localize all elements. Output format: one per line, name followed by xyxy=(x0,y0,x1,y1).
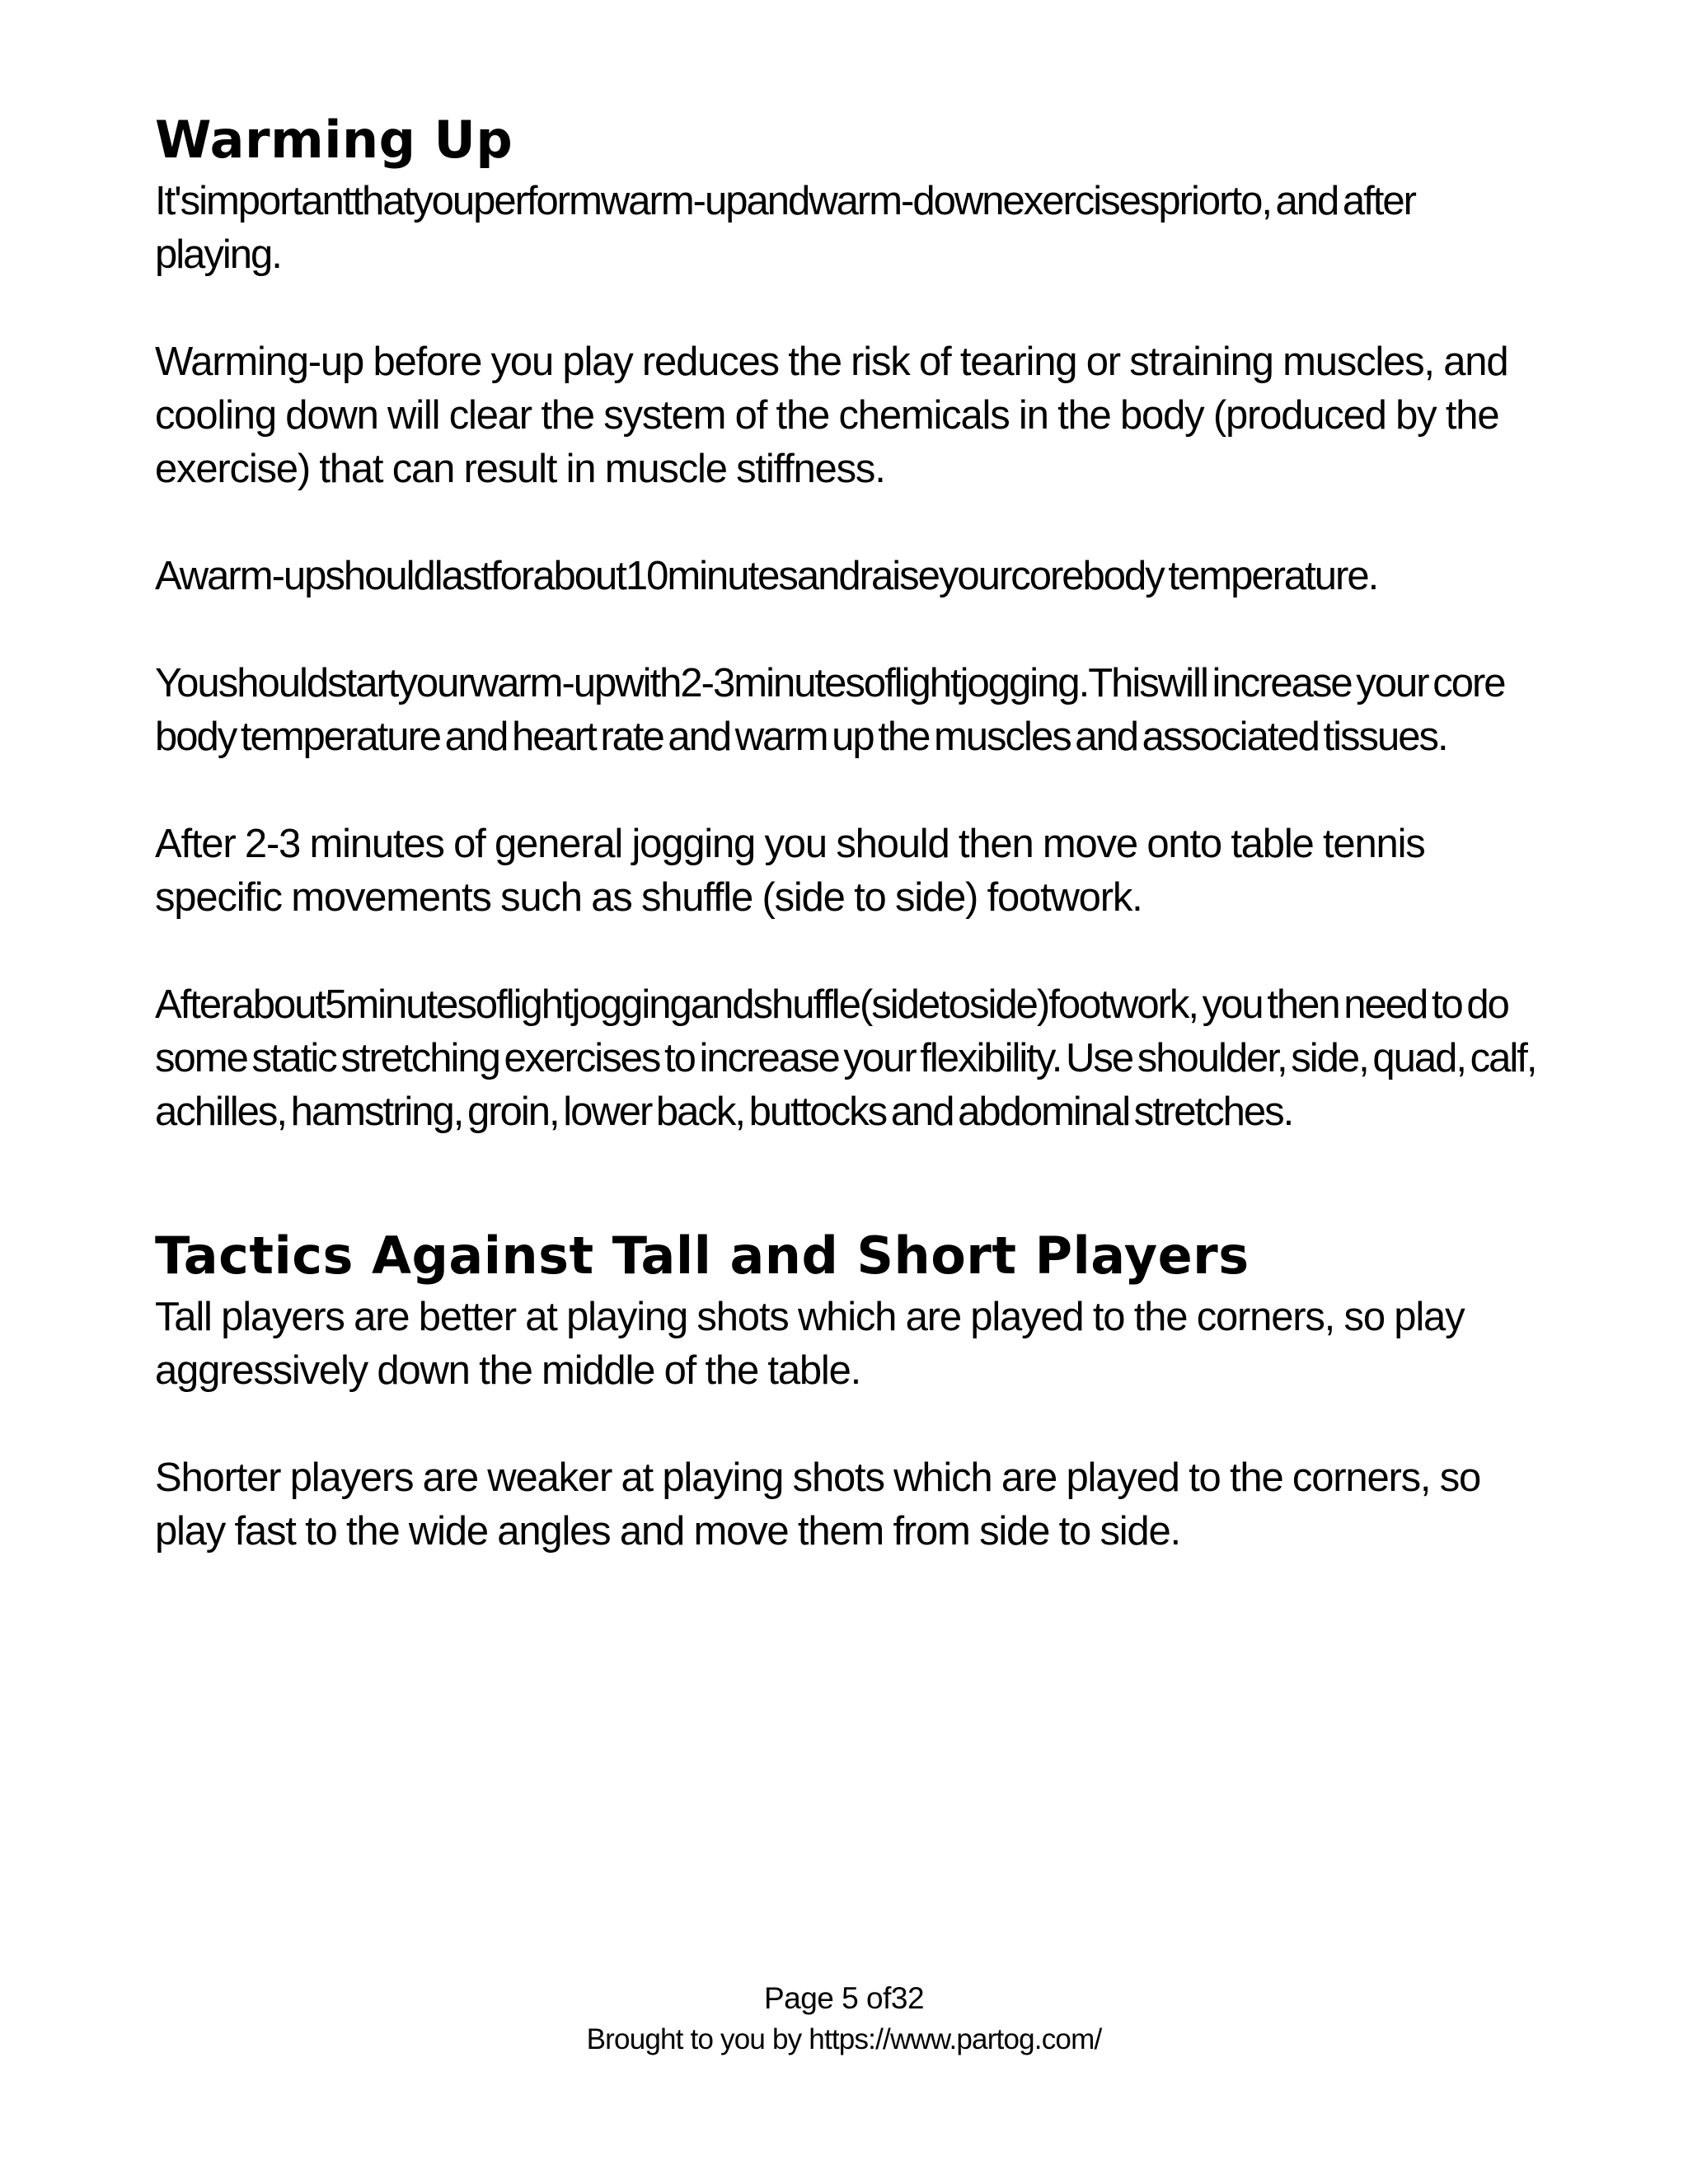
paragraph: Awarm-upshouldlastforabout10minutesandraiseyourcorebody temperature. xyxy=(155,554,1378,598)
paragraph: After 2-3 minutes of general jogging you should then move onto table tennis specific movements such as shuffle (side to side) footwork. xyxy=(155,822,1425,920)
paragraph: Tall players are better at playing shots which are played to the corners, so play aggressively down the middle of the table. xyxy=(155,1295,1465,1393)
page-number: Page 5 of32 xyxy=(763,1981,925,2015)
section-tactics xyxy=(155,1223,1540,1558)
paragraph: Shorter players are weaker at playing shots which are played to the corners, so play fast to the wide angles and move them from side to side. xyxy=(155,1455,1481,1554)
paragraph: It'simportantthatyouperformwarm-upandwarm-downexercisespriorto, and after playing. xyxy=(155,179,1415,277)
page-content xyxy=(155,107,1540,1558)
section-heading: Warming Up xyxy=(155,110,513,170)
section-heading: Tactics Against Tall and Short Players xyxy=(155,1226,1250,1286)
footer-credit: Brought to you by https://www.partog.com/ xyxy=(586,2023,1102,2055)
page-footer xyxy=(0,1978,1688,2060)
paragraph: Youshouldstartyourwarm-upwith2-3minutesoflightjogging.Thiswill increase your core body temperature and heart rate and warm up the muscles and associated tissues. xyxy=(155,661,1505,759)
section-warming-up xyxy=(155,107,1540,1139)
paragraph: Afterabout5minutesoflightjoggingandshuffle(sidetoside)footwork, you then need to do some static stretching exercises to increase your flexibility. Use shoulder, side, quad, calf, achilles, hamstring, groin, lower back, buttocks and abdominal stretches. xyxy=(155,982,1536,1134)
paragraph: Warming-up before you play reduces the risk of tearing or straining muscles, and cooling down will clear the system of the chemicals in the body (produced by the exercise) that can result in muscle stiffness. xyxy=(155,340,1508,491)
